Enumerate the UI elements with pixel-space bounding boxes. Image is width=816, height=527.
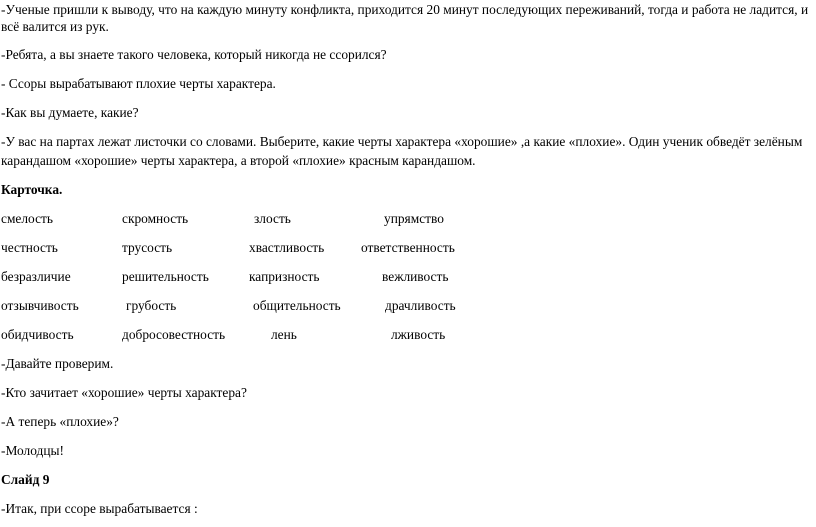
card-word: скромность xyxy=(122,211,189,226)
paragraph-question-quarrel: -Ребята, а вы знаете такого человека, который никогда не ссорился? xyxy=(1,47,387,62)
card-word: трусость xyxy=(122,240,173,255)
card-word: упрямство xyxy=(384,211,444,226)
card-heading: Карточка. xyxy=(1,182,63,197)
card-word: лень xyxy=(271,327,297,342)
card-word: обидчивость xyxy=(1,327,74,342)
paragraph-now-bad: -А теперь «плохие»? xyxy=(1,414,119,429)
slide-heading: Слайд 9 xyxy=(1,472,50,487)
paragraph-well-done: -Молодцы! xyxy=(1,443,64,458)
card-word: злость xyxy=(254,211,291,226)
paragraph-bad-traits: - Ссоры вырабатывают плохие черты характера. xyxy=(1,76,276,91)
paragraph-which-ones: -Как вы думаете, какие? xyxy=(1,105,139,120)
card-word: отзывчивость xyxy=(1,298,79,313)
paragraph-lets-check: -Давайте проверим. xyxy=(1,356,114,371)
paragraph-conclusion: -Итак, при ссоре вырабатывается : xyxy=(1,501,198,516)
card-word: драчливость xyxy=(385,298,456,313)
card-word: смелость xyxy=(1,211,53,226)
card-word: капризность xyxy=(249,269,320,284)
paragraph-read-good: -Кто зачитает «хорошие» черты характера? xyxy=(1,385,247,400)
card-word: грубость xyxy=(126,298,177,313)
card-word: ответственность xyxy=(361,240,455,255)
paragraph-intro-line-2: всё валится из рук. xyxy=(1,19,109,34)
card-word: хвастливость xyxy=(249,240,325,255)
card-word: общительность xyxy=(253,298,341,313)
card-word: решительность xyxy=(122,269,209,284)
card-word: лживость xyxy=(391,327,446,342)
card-word: честность xyxy=(1,240,58,255)
card-word: добросовестность xyxy=(122,327,226,342)
paragraph-instructions-line-1: -У вас на партах лежат листочки со словами. Выберите, какие черты характера «хорошие» ,а какие «плохие». Один ученик обведёт зелёным xyxy=(1,134,803,149)
paragraph-instructions-line-2: карандашом «хорошие» черты характера, а второй «плохие» красным карандашом. xyxy=(1,153,476,168)
card-word: безразличие xyxy=(1,269,71,284)
paragraph-intro-line-1: -Ученые пришли к выводу, что на каждую минуту конфликта, приходится 20 минут последующих переживаний, тогда и работа не ладится, и xyxy=(1,2,809,17)
card-word: вежливость xyxy=(382,269,449,284)
